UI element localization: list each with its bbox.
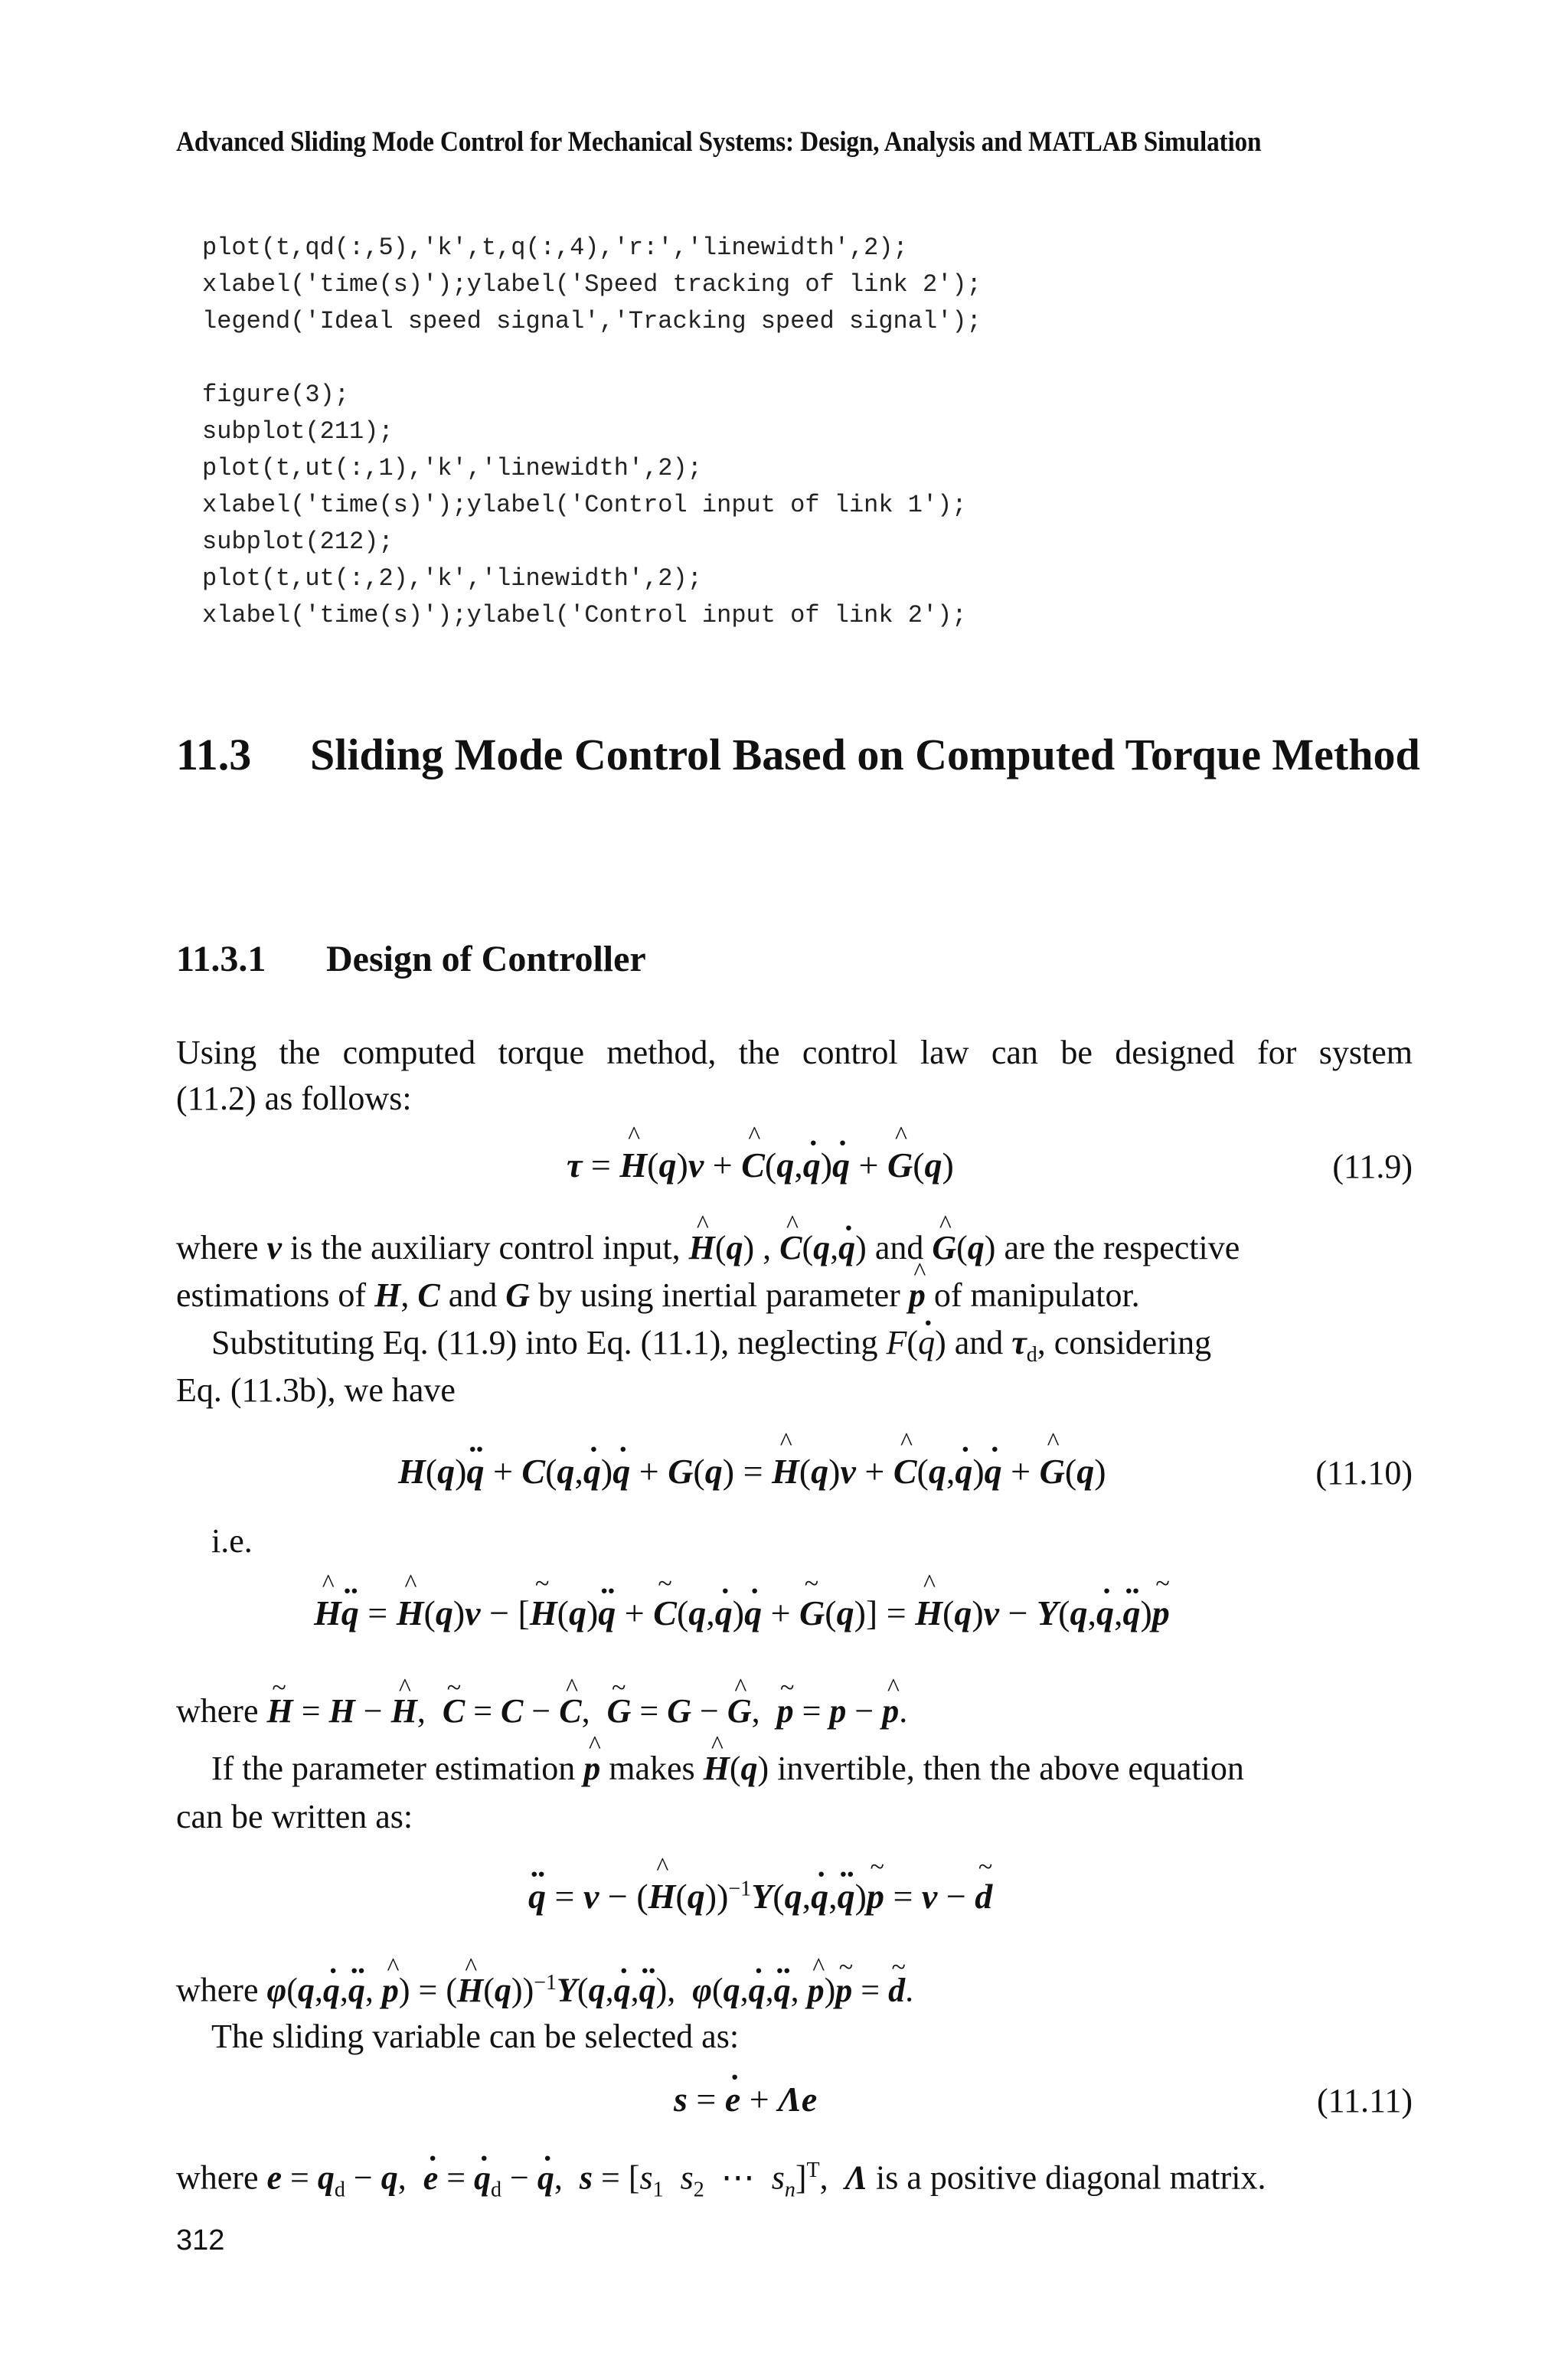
equation-number: (11.10) <box>1315 1454 1413 1492</box>
code-line: plot(t,qd(:,5),'k',t,q(:,4),'r:','linewidth',2); <box>202 234 908 262</box>
code-line: legend('Ideal speed signal','Tracking speed signal'); <box>202 307 982 335</box>
code-line: xlabel('time(s)');ylabel('Speed tracking of link 2'); <box>202 270 982 299</box>
paragraph-line: where ~ H = H − ^ H, ~ C = C − ^ C, ~ G = G − ^ G, ~ p = p − ^ p. <box>176 1688 907 1734</box>
paragraph-line: Eq. (11.3b), we have <box>176 1371 456 1409</box>
paragraph-line: estimations of H, C and G by using inertial parameter ^ p of manipulator. <box>176 1273 1140 1319</box>
equation-qddot: ·· q = v − (^ H(q))$^{-1}$Y(q,· q,·· q)~ p = v − ~ d <box>528 1876 992 1917</box>
code-line: subplot(211); <box>202 417 394 446</box>
paragraph-line: where v is the auxiliary control input, ^ H(q) , ^ C(q,· q) and ^ G(q) are the respective <box>176 1225 1240 1271</box>
running-header: Advanced Sliding Mode Control for Mechanical Systems: Design, Analysis and MATLAB Simulation <box>176 126 1262 158</box>
paragraph-line: Substituting Eq. (11.9) into Eq. (11.1), neglecting F(· q) and $\tau_d$, considering <box>211 1320 1211 1378</box>
code-line: plot(t,ut(:,1),'k','linewidth',2); <box>202 454 702 482</box>
page-number: 312 <box>176 2224 225 2256</box>
equation-11-11: s = · e + Λe <box>674 2079 817 2119</box>
code-line: subplot(212); <box>202 528 394 556</box>
paragraph-line: (11.2) as follows: <box>176 1080 412 1117</box>
paragraph-line: If the parameter estimation ^ p makes ^ H(q) invertible, then the above equation <box>211 1746 1244 1792</box>
equation-number: (11.11) <box>1316 2082 1413 2119</box>
paragraph-line: can be written as: <box>176 1798 413 1835</box>
paragraph-line: The sliding variable can be selected as: <box>211 2018 740 2055</box>
section-number: 11.3 <box>176 730 252 779</box>
matlab-code-block <box>202 230 982 634</box>
paragraph-line: Using the computed torque method, the control law can be designed for system <box>176 1034 1413 1071</box>
paragraph-line: where $e = q_d - q$, · e = · $q_d$ − · q, $s = [s_1$ $s_2$ ⋯ $s_n]^T$, Λ is a positive diagonal matrix. <box>176 2148 1266 2213</box>
subsection-title: Design of Controller <box>326 939 646 979</box>
equation-number: (11.9) <box>1332 1148 1413 1185</box>
equation-11-10: H(q)·· q + C(q,· q)· q + G(q) = ^ H(q)v + ^ C(q,· q)· q + ^ G(q) <box>398 1451 1106 1492</box>
paragraph-line: i.e. <box>211 1522 253 1560</box>
equation-error-dynamics: ^ H·· q = ^ H(q)v − [~ H(q)·· q + ~ C(q,· q)· q + ~ G(q)] = ^ H(q)v − Y(q,· q,·· q)~ p <box>314 1593 1170 1633</box>
code-line: plot(t,ut(:,2),'k','linewidth',2); <box>202 564 702 593</box>
section-title: Sliding Mode Control Based on Computed Torque Method <box>310 730 1420 779</box>
subsection-number: 11.3.1 <box>176 939 266 979</box>
paragraph-line: where φ(q,· q,·· q, ^ p) = (^ H(q))$^{-1}$Y(q,· q,·· q), φ(q,· q,·· q, ^ p)~ p = ~ d. <box>176 1960 913 2014</box>
code-line: figure(3); <box>202 381 350 409</box>
code-line: xlabel('time(s)');ylabel('Control input of link 2'); <box>202 601 967 629</box>
code-line: xlabel('time(s)');ylabel('Control input of link 1'); <box>202 491 967 519</box>
code-line <box>202 340 982 377</box>
equation-11-9: τ = ^ H(q)v + ^ C(q,· q)· q + ^ G(q) <box>567 1145 954 1185</box>
